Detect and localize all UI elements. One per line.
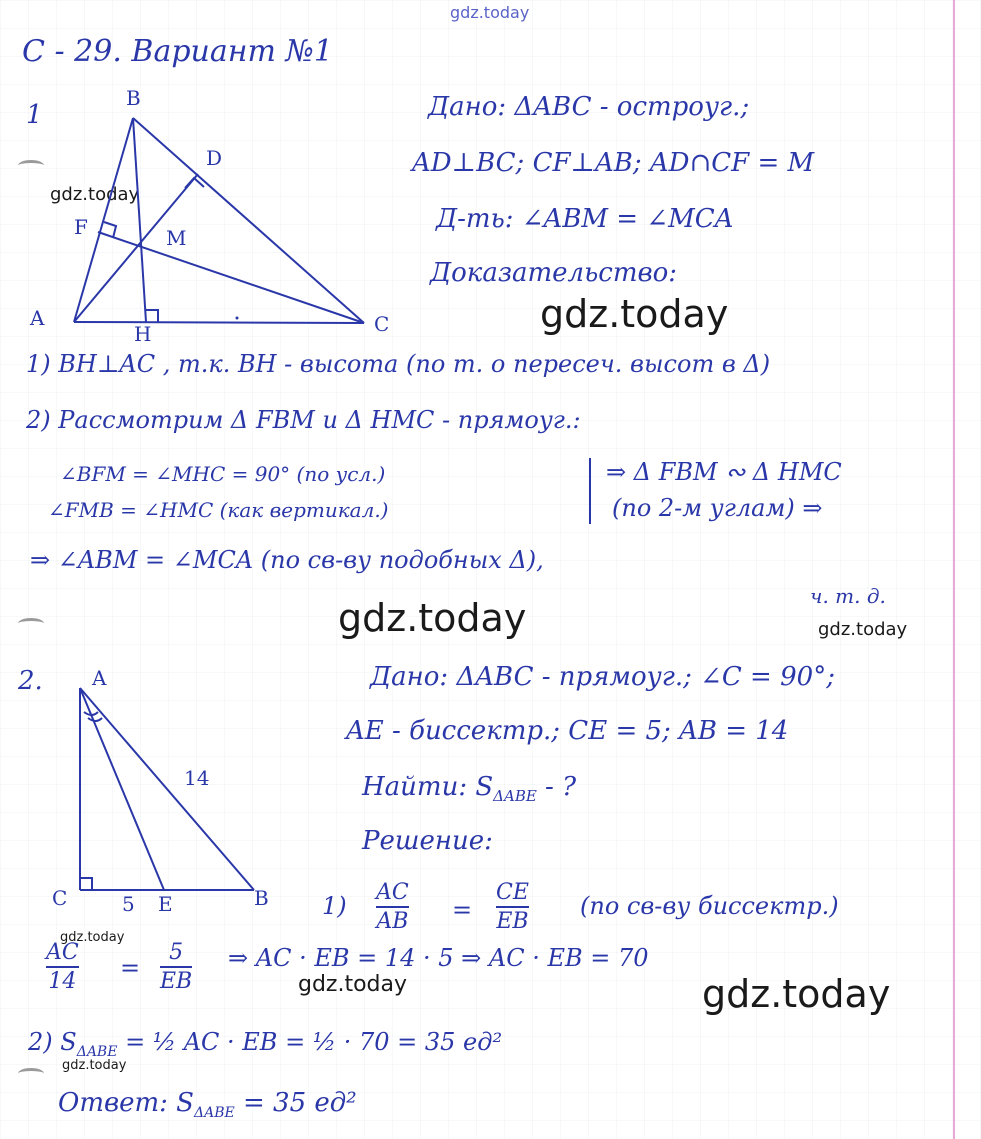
task1-step2: 2) Рассмотрим Δ FBM и Δ HMC - прямоуг.: <box>26 406 581 434</box>
task2-given-line1: Дано: ΔABC - прямоуг.; ∠C = 90°; <box>370 662 835 692</box>
fraction-ce-eb <box>496 880 529 934</box>
vertex-label-b: B <box>254 886 269 910</box>
watermark: gdz.today <box>298 972 408 997</box>
fraction-denominator: 14 <box>48 969 77 994</box>
task2-step2-sub: ΔABE <box>76 1043 118 1060</box>
task2-answer-text: Ответ: S <box>58 1088 194 1118</box>
task2-find-text: Найти: S <box>362 772 494 802</box>
vertex-label-a: A <box>92 666 107 690</box>
task2-answer-sub: ΔABE <box>193 1105 235 1122</box>
vertex-label-d: D <box>206 146 223 170</box>
task-number: 2. <box>18 666 43 696</box>
vertex-label-f: F <box>74 215 88 239</box>
task-number: 1 <box>26 100 43 130</box>
vertex-label-h: H <box>134 322 152 346</box>
fraction-denominator: EB <box>160 969 193 994</box>
fraction-bar <box>46 966 79 968</box>
task1-step1: 1) BH⊥AC , т.к. BH - высота (по т. о пересеч. высот в Δ) <box>26 350 771 378</box>
watermark: gdz.today <box>62 1058 127 1073</box>
vertex-label-a: A <box>30 306 45 330</box>
fraction-ac-14 <box>46 940 79 994</box>
side-label-ab: 14 <box>184 766 210 790</box>
vertex-label-m: M <box>166 226 187 250</box>
fraction-numerator: CE <box>496 880 529 905</box>
vertex-label-c: C <box>374 312 390 336</box>
watermark: gdz.today <box>338 596 527 640</box>
fraction-bar <box>160 966 192 968</box>
task1-prove: Д-ть: ∠ABM = ∠MCA <box>436 204 734 234</box>
task1-proof-title: Доказательство: <box>430 258 678 288</box>
fraction-numerator: AC <box>376 880 409 905</box>
fraction-5-eb <box>160 940 192 994</box>
side-label-ce: 5 <box>122 892 135 916</box>
fraction-numerator: AC <box>46 940 79 965</box>
task1-angle-line1: ∠BFM = ∠MHC = 90° (по усл.) <box>60 462 386 486</box>
equals-sign: = <box>452 896 473 924</box>
page-title: С - 29. Вариант №1 <box>22 34 333 69</box>
side-ab <box>80 688 254 890</box>
watermark: gdz.today <box>540 292 729 336</box>
task1-angle-line2: ∠FMB = ∠HMC (как вертикал.) <box>48 498 389 522</box>
fraction-ac-ab <box>376 880 409 934</box>
vertex-label-c: C <box>52 886 68 910</box>
task1-qed: ч. т. д. <box>810 584 886 608</box>
task1-similar-reason: (по 2-м углам) ⇒ <box>612 494 823 522</box>
task2-find-sub: ΔABE <box>493 787 537 806</box>
task2-step2-expr: = ½ AC · EB = ½ · 70 = 35 ед² <box>117 1028 503 1056</box>
watermark: gdz.today <box>450 3 530 22</box>
fraction-denominator: EB <box>496 909 529 934</box>
equals-sign: = <box>120 954 141 982</box>
right-angle-mark-c <box>80 878 92 890</box>
task2-solution-title: Решение: <box>362 826 493 856</box>
fraction-numerator: 5 <box>169 940 184 965</box>
task2-step2 <box>28 1028 502 1060</box>
fraction-bar <box>496 906 529 908</box>
vertex-label-e: E <box>158 892 173 916</box>
bisector-ae <box>80 688 164 890</box>
task2-answer-expr: = 35 ед² <box>234 1088 357 1118</box>
watermark: gdz.today <box>50 184 140 205</box>
watermark: gdz.today <box>60 930 125 945</box>
task2-step1-number: 1) <box>322 892 347 920</box>
task2-find-end: - ? <box>536 772 577 802</box>
task1-similar: ⇒ Δ FBM ∾ Δ HMC <box>606 458 842 486</box>
fraction-denominator: AB <box>376 909 409 934</box>
fraction-bar <box>376 906 409 908</box>
angle-arc-2 <box>88 718 102 721</box>
task2-answer <box>58 1088 357 1121</box>
watermark: gdz.today <box>702 972 891 1016</box>
watermark: gdz.today <box>818 619 908 640</box>
task2-step1-result: ⇒ AC · EB = 14 · 5 ⇒ AC · EB = 70 <box>228 944 649 972</box>
task2-given-line2: AE - биссектр.; CE = 5; AB = 14 <box>346 716 789 746</box>
task1-conclusion: ⇒ ∠ABM = ∠MCA (по св-ву подобных Δ), <box>30 546 544 574</box>
task1-given-line1: Дано: ΔABC - остроуг.; <box>428 92 750 122</box>
task2-step2-text: 2) S <box>28 1028 77 1056</box>
task2-step1-reason: (по св-ву биссектр.) <box>580 892 839 920</box>
task1-given-line2: AD⊥BC; CF⊥AB; AD∩CF = M <box>412 148 815 178</box>
vertex-label-b: B <box>126 86 141 110</box>
task2-find <box>362 772 576 805</box>
